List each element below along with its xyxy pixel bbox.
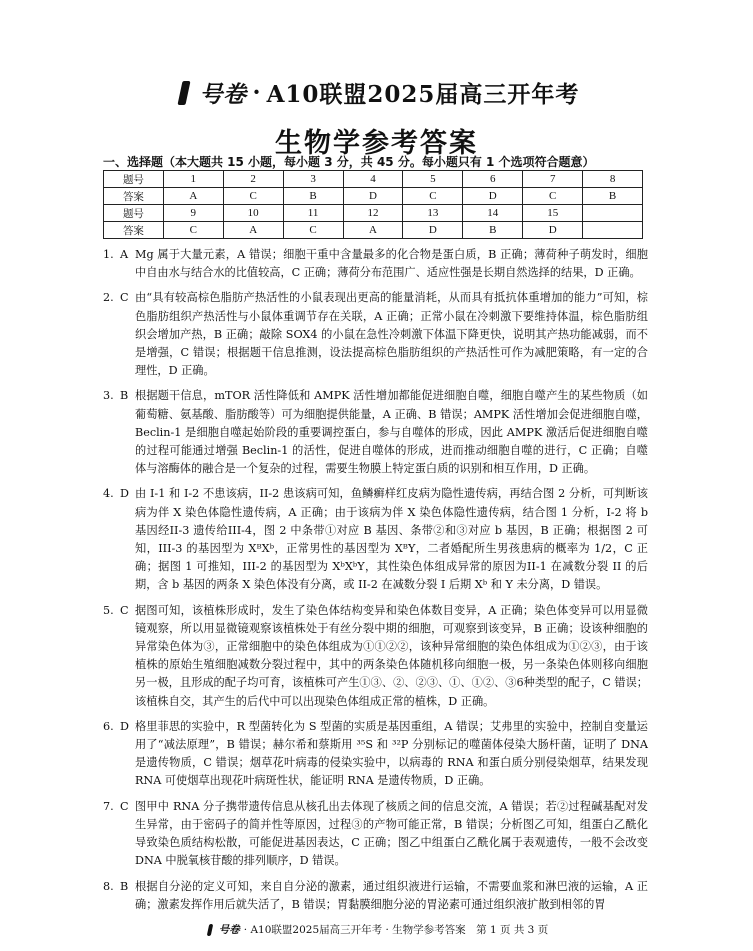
table-cell: C	[403, 188, 463, 205]
footer-brand: 号卷	[218, 924, 240, 936]
table-cell: 14	[463, 205, 523, 222]
table-cell: D	[343, 188, 403, 205]
table-cell: C	[283, 222, 343, 239]
table-cell: D	[523, 222, 583, 239]
list-item	[103, 798, 648, 871]
table-cell: 12	[343, 205, 403, 222]
question-number: 1.	[103, 248, 114, 261]
list-item	[103, 289, 648, 380]
question-answer: B	[120, 389, 129, 403]
footer-logo-icon	[205, 923, 215, 937]
question-explanation: 图甲中 RNA 分子携带遗传信息从核孔出去体现了核质之间的信息交流，A 错误；若②过程碱基配对发生异常，由于密码子的简并性等原因，过程③的产物可能正常，B 错误；分析图乙可知，组蛋白乙酰化导致染色质结构松散，可能促进基因表达，C 正确；图乙中组蛋白乙酰化属于表观遗传，一般不会改变 DNA 中脱氧核苷酸的排列顺序，D 错误。	[135, 799, 648, 868]
page-title: A10联盟2025届高三开年考	[266, 81, 580, 108]
question-number: 2.	[103, 291, 114, 305]
brand-logo-icon	[174, 79, 194, 107]
question-explanation: 由“具有较高棕色脂肪产热活性的小鼠表现出更高的能量消耗，从而具有抵抗体重增加的能力”可知，棕色脂肪组织产热活性与小鼠体重调节存在关联，A 正确；正常小鼠在冷刺激下要维持体温，棕色脂肪组织会增加产热，B 正确；敲除 SOX4 的小鼠在急性冷刺激下体温下降更快，说明其产热功能减弱，而不是增强，C 错误；根据题干信息推测，设法提高棕色脂肪组织的产热活性可作为减肥策略，有一定的合理性，D 正确。	[135, 291, 648, 378]
table-cell: 8	[583, 171, 643, 188]
question-number: 8.	[103, 879, 114, 893]
table-cell: 3	[283, 171, 343, 188]
question-answer: C	[120, 291, 129, 305]
table-cell: D	[463, 188, 523, 205]
brand-name: 号卷	[199, 81, 247, 108]
question-explanation: 格里菲思的实验中，R 型菌转化为 S 型菌的实质是基因重组，A 错误；艾弗里的实验中，控制自变量运用了“减法原理”，B 错误；赫尔希和蔡斯用 ³⁵S 和 ³²P 分别标记的噬菌体侵染大肠杆菌，证明了 DNA 是遗传物质，C 错误；烟草花叶病毒的侵染实验中，以病毒的 RNA 和蛋白质分别侵染烟草，结果发现 RNA 可使烟草出现花叶病斑性状，能证明 RNA 是遗传物质，D 正确。	[135, 719, 648, 788]
question-answer: C	[120, 603, 129, 617]
page-footer	[0, 922, 753, 937]
table-cell: 15	[523, 205, 583, 222]
table-cell: 2	[223, 171, 283, 188]
question-explanation: Mg 属于大量元素，A 错误；细胞干重中含量最多的化合物是蛋白质，B 正确；薄荷种子萌发时，细胞中自由水与结合水的比值较高，C 正确；薄荷分布范围广、适应性强是长期自然选择的结果，D 正确。	[135, 248, 648, 280]
table-cell: A	[343, 222, 403, 239]
list-item	[103, 485, 648, 594]
table-cell: 13	[403, 205, 463, 222]
page-subtitle: 生物学参考答案	[275, 128, 478, 159]
table-row	[104, 222, 643, 239]
question-number: 3.	[103, 389, 114, 403]
list-item	[103, 246, 648, 282]
table-cell: B	[463, 222, 523, 239]
table-cell: C	[223, 188, 283, 205]
table-cell: D	[403, 222, 463, 239]
table-row-header: 答案	[104, 188, 164, 205]
question-explanation: 据图可知，该植株形成时，发生了染色体结构变异和染色体数目变异，A 正确；染色体变异可以用显微镜观察，所以用显微镜观察该植株处于有丝分裂中期的细胞，可观察到该变异，B 正确；设该种细胞的异常染色体为③，正常细胞中的染色体组成为①①②②，该种异常细胞的染色体组成为①②③，由于该植株的原始生殖细胞减数分裂过程中，其中的两条染色体随机移向细胞一极，另一条染色体则移向细胞另一极，且形成的配子均可育，该植株可产生①③、②、②③、①、①②、③6种类型的配子，C 错误；该植株自交，其产生的后代中可以出现染色体组成正常的植株，D 正确。	[135, 603, 648, 708]
table-cell: 5	[403, 171, 463, 188]
table-cell	[583, 205, 643, 222]
table-cell: A	[223, 222, 283, 239]
table-cell: A	[163, 188, 223, 205]
brand-separator: ·	[252, 79, 261, 106]
table-cell: C	[523, 188, 583, 205]
question-number: 5.	[103, 603, 114, 617]
table-cell: 1	[163, 171, 223, 188]
table-cell: 6	[463, 171, 523, 188]
table-row	[104, 205, 643, 222]
table-row-header: 题号	[104, 205, 164, 222]
table-row-header: 答案	[104, 222, 164, 239]
table-cell: 9	[163, 205, 223, 222]
brand-title-line	[0, 76, 753, 109]
table-cell: B	[583, 188, 643, 205]
question-number: 4.	[103, 487, 114, 501]
page-header	[0, 76, 753, 160]
question-answer: A	[120, 248, 129, 261]
explanation-list	[103, 246, 648, 921]
question-answer: D	[120, 487, 129, 501]
table-cell: 10	[223, 205, 283, 222]
question-explanation: 根据自分泌的定义可知，来自自分泌的激素，通过组织液进行运输，不需要血浆和淋巴液的运输，A 正确；激素发挥作用后就失活了，B 错误；胃黏膜细胞分泌的胃泌素可通过组织液扩散到相邻的胃	[135, 879, 648, 911]
question-answer: B	[120, 879, 129, 893]
question-answer: C	[120, 799, 129, 813]
footer-text: · A10联盟2025届高三开年考 · 生物学参考答案 第 1 页 共 3 页	[243, 924, 549, 936]
question-explanation: 根据题干信息，mTOR 活性降低和 AMPK 活性增加都能促进细胞自噬，细胞自噬产生的某些物质（如葡萄糖、氨基酸、脂肪酸等）可为细胞提供能量，A 正确、B 错误；AMPK 活性增加会促进细胞自噬，Beclin-1 是细胞自噬起始阶段的重要调控蛋白，参与自噬体的形成，因此 AMPK 激活后促进细胞自噬的过程可能通过增强 Beclin-1 的活性，促进自噬体的形成，进而推动细胞自噬的进行，C 正确；自噬体与溶酶体的融合是一个复杂的过程，需要生物膜上特定蛋白质的识别和相互作用，D 正确。	[135, 389, 648, 476]
table-row	[104, 171, 643, 188]
table-cell: C	[163, 222, 223, 239]
list-item	[103, 878, 648, 914]
list-item	[103, 718, 648, 791]
question-number: 7.	[103, 799, 114, 813]
list-item	[103, 387, 648, 478]
table-row	[104, 188, 643, 205]
list-item	[103, 602, 648, 711]
section-heading: 一、选择题（本大题共 15 小题，每小题 3 分，共 45 分。每小题只有 1 个选项符合题意）	[103, 155, 595, 169]
question-explanation: 由 I-1 和 I-2 不患该病，II-2 患该病可知，鱼鳞癣样红皮病为隐性遗传病，再结合图 2 分析，可判断该病为伴 X 染色体隐性遗传病，A 正确；由于该病为伴 X 染色体隐性遗传病，结合图 1 分析，I-2 将 b 基因经II-3 遗传给III-4，图 2 中条带①对应 B 基因、条带②和③对应 b 基因，B 正确；根据图 2 可知，III-3 的基因型为 XᴮXᵇ，正常男性的基因型为 XᴮY，二者婚配所生男孩患病的概率为 1/2，C 正确；据图 1 可推知，III-2 的基因型为 XᵇXᵇY，其性染色体组成异常的原因为II-1 在减数分裂 II 的后期，含 b 基因的两条 X 染色体没有分离，或 II-2 在减数分裂 I 后期 Xᵇ 和 Y 未分离，D 错误。	[135, 487, 648, 592]
table-cell: B	[283, 188, 343, 205]
table-cell: 4	[343, 171, 403, 188]
question-number: 6.	[103, 719, 114, 733]
table-row-header: 题号	[104, 171, 164, 188]
table-cell: 11	[283, 205, 343, 222]
answer-table	[103, 170, 643, 239]
table-cell: 7	[523, 171, 583, 188]
table-cell	[583, 222, 643, 239]
question-answer: D	[120, 719, 129, 733]
